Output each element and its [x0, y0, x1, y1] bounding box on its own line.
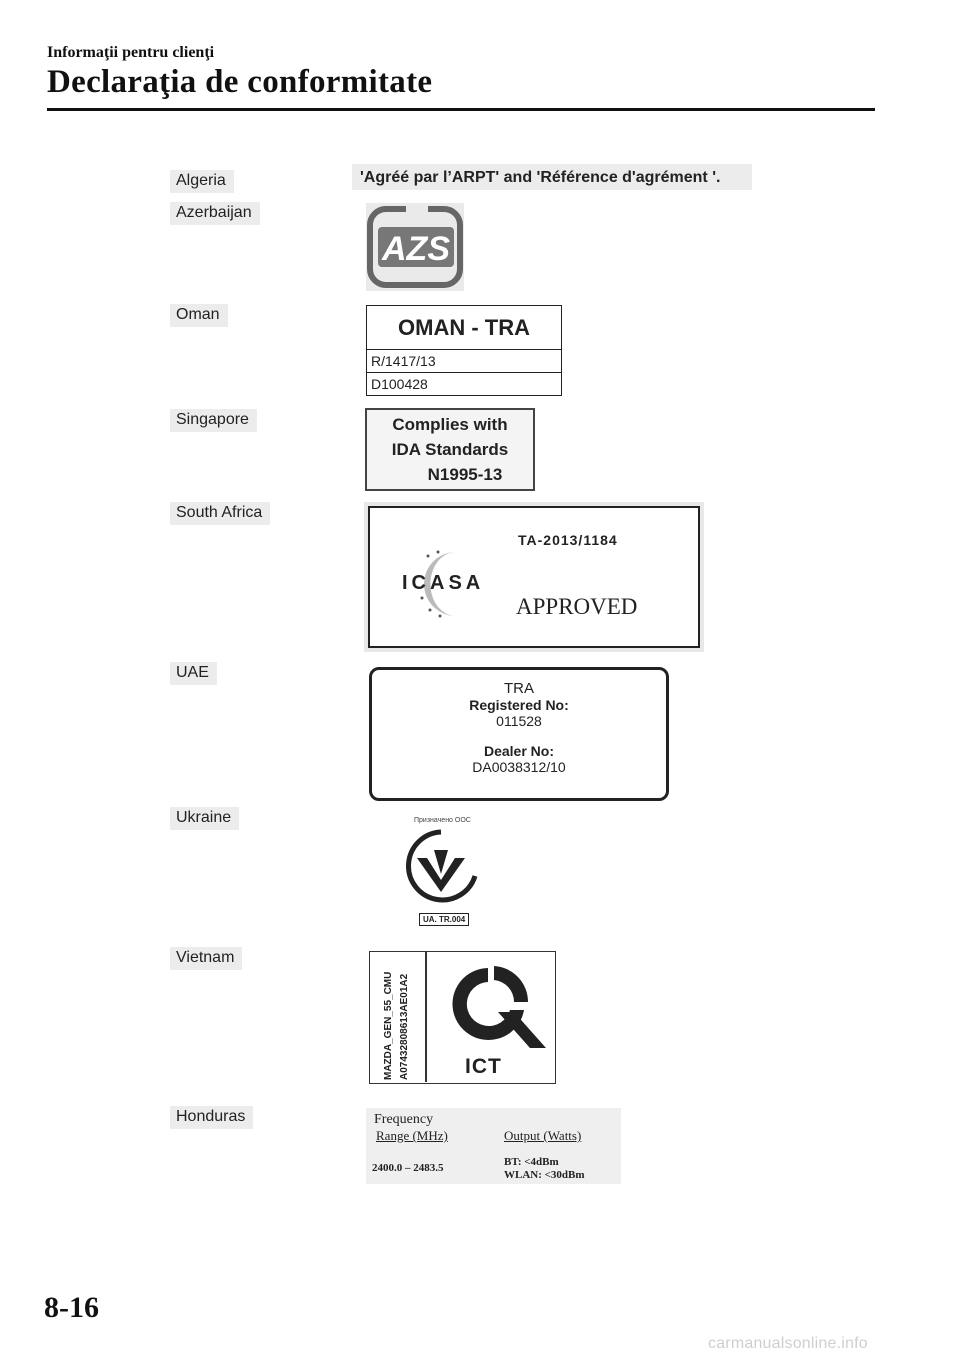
country-oman: Oman — [170, 304, 228, 327]
page-number: 8-16 — [44, 1291, 99, 1324]
honduras-col1-header-2: Range (MHz) — [376, 1128, 448, 1143]
uae-line2: Registered No: — [469, 697, 569, 713]
vietnam-side-text-2: A07432808613AE01A2 — [399, 973, 410, 1080]
oman-title: OMAN - TRA — [367, 306, 561, 350]
section-label: Informaţii pentru clienţi — [47, 44, 215, 61]
singapore-ida-label — [365, 408, 535, 491]
oman-tra-label — [366, 305, 562, 396]
country-uae: UAE — [170, 662, 217, 685]
country-honduras: Honduras — [170, 1106, 253, 1129]
honduras-col1-value: 2400.0 – 2483.5 — [372, 1162, 444, 1174]
vietnam-divider — [425, 952, 427, 1082]
oman-number-2: D100428 — [371, 376, 428, 392]
oman-number-1: R/1417/13 — [367, 350, 561, 373]
country-singapore: Singapore — [170, 409, 257, 432]
honduras-col2-value-1: BT: <4dBm — [504, 1156, 559, 1168]
ukraine-code: UA. TR.004 — [419, 913, 469, 926]
ict-quality-icon — [438, 960, 550, 1052]
uae-line4: Dealer No: — [483, 743, 555, 759]
icasa-logo-text: ICASA — [402, 572, 485, 594]
country-algeria: Algeria — [170, 170, 234, 193]
icasa-approved: APPROVED — [516, 594, 638, 619]
azs-logo-text: AZS — [382, 230, 450, 268]
uae-line1: TRA — [504, 680, 534, 697]
watermark: carmanualsonline.info — [708, 1335, 868, 1352]
uae-tra-label — [369, 667, 669, 801]
page-title: Declaraţia de conformitate — [47, 64, 433, 100]
ukraine-conformity-mark — [403, 828, 479, 914]
icasa-label — [368, 506, 700, 648]
ukraine-top-text: Призначено ООС — [414, 817, 471, 824]
honduras-col1-header-1: Frequency — [374, 1112, 434, 1127]
country-vietnam: Vietnam — [170, 947, 242, 970]
ict-text: ICT — [465, 1055, 502, 1078]
icasa-number: TA-2013/1184 — [518, 532, 618, 548]
honduras-col2-value-2: WLAN: <30dBm — [504, 1169, 585, 1181]
azs-logo — [366, 203, 464, 291]
uae-line3: 011528 — [496, 713, 542, 729]
algeria-approval-text: 'Agréé par l’ARPT' and 'Référence d'agrément '. — [352, 164, 752, 190]
honduras-col2-header: Output (Watts) — [504, 1128, 582, 1143]
vietnam-ict-label — [369, 951, 556, 1084]
country-ukraine: Ukraine — [170, 807, 239, 830]
singapore-line3: N1995-13 — [427, 465, 503, 484]
vietnam-side-text-1: MAZDA_GEN_55_CMU — [383, 971, 394, 1080]
singapore-line2: IDA Standards — [391, 440, 509, 459]
country-azerbaijan: Azerbaijan — [170, 202, 260, 225]
header-divider — [47, 108, 875, 111]
vietnam-side-text — [372, 954, 424, 1082]
uae-line5: DA0038312/10 — [472, 759, 566, 775]
honduras-frequency-table — [366, 1108, 621, 1184]
country-south-africa: South Africa — [170, 502, 270, 525]
singapore-line1: Complies with — [392, 415, 508, 434]
